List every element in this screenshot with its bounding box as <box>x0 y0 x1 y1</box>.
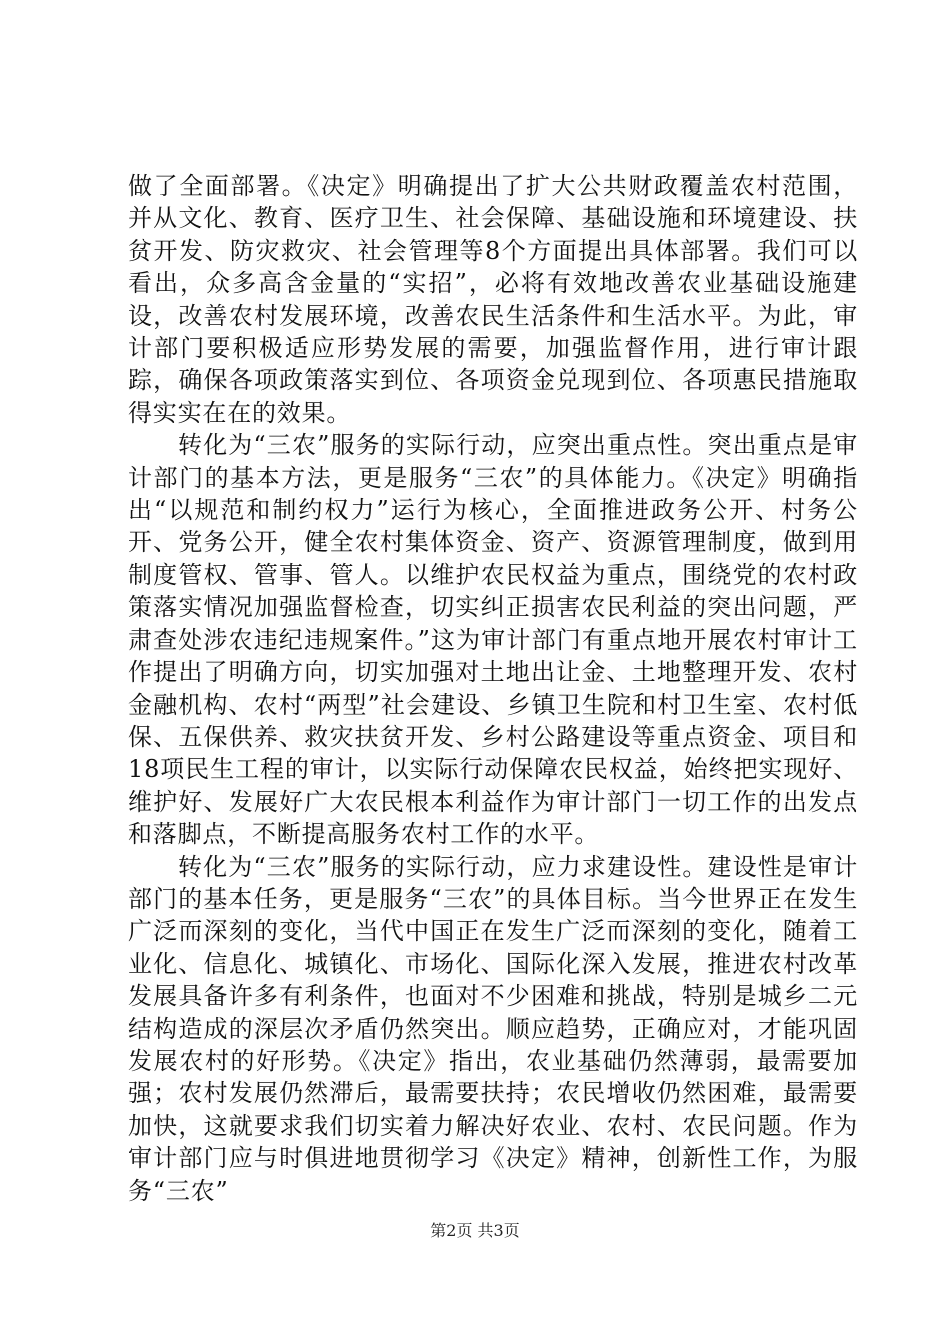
page-footer: 第2页 共3页 <box>430 1221 520 1240</box>
paragraph: 转化为“三农”服务的实际行动，应力求建设性。建设性是审计部门的基本任务，更是服务“三农”的具体目标。当今世界正在发生广泛而深刻的变化，当代中国正在发生广泛而深刻的变化，随着工业化、信息化、城镇化、市场化、国际化深入发展，推进农村改革发展具备许多有利条件，也面对不少困难和挑战，特别是城乡二元结构造成的深层次矛盾仍然突出。顺应趋势，正确应对，才能巩固发展农村的好形势。《决定》指出，农业基础仍然薄弱，最需要加强；农村发展仍然滞后，最需要扶持；农民增收仍然困难，最需要加快，这就要求我们切实着力解决好农业、农村、农民问题。作为审计部门应与时俱进地贯彻学习《决定》精神，创新性工作，为服务“三农” <box>128 852 858 1205</box>
paragraph-continued: 做了全面部署。《决定》明确提出了扩大公共财政覆盖农村范围，并从文化、教育、医疗卫生、社会保障、基础设施和环境建设、扶贫开发、防灾救灾、社会管理等8个方面提出具体部署。我们可以看出，众多高含金量的“实招”，必将有效地改善农业基础设施建设，改善农村发展环境，改善农民生活条件和生活水平。为此，审计部门要积极适应形势发展的需要，加强监督作用，进行审计跟踪，确保各项政策落实到位、各项资金兑现到位、各项惠民措施取得实实在在的效果。 <box>128 172 858 427</box>
document-body <box>128 170 858 1207</box>
paragraph: 转化为“三农”服务的实际行动，应突出重点性。突出重点是审计部门的基本方法，更是服务“三农”的具体能力。《决定》明确指出“以规范和制约权力”运行为核心，全面推进政务公开、村务公开、党务公开，健全农村集体资金、资产、资源管理制度，做到用制度管权、管事、管人。以维护农民权益为重点，围绕党的农村政策落实情况加强监督检查，切实纠正损害农民利益的突出问题，严肃查处涉农违纪违规案件。”这为审计部门有重点地开展农村审计工作提出了明确方向，切实加强对土地出让金、土地整理开发、农村金融机构、农村“两型”社会建设、乡镇卫生院和村卫生室、农村低保、五保供养、救灾扶贫开发、乡村公路建设等重点资金、项目和18项民生工程的审计，以实际行动保障农民权益，始终把实现好、维护好、发展好广大农民根本利益作为审计部门一切工作的出发点和落脚点，不断提高服务农村工作的水平。 <box>128 431 858 849</box>
